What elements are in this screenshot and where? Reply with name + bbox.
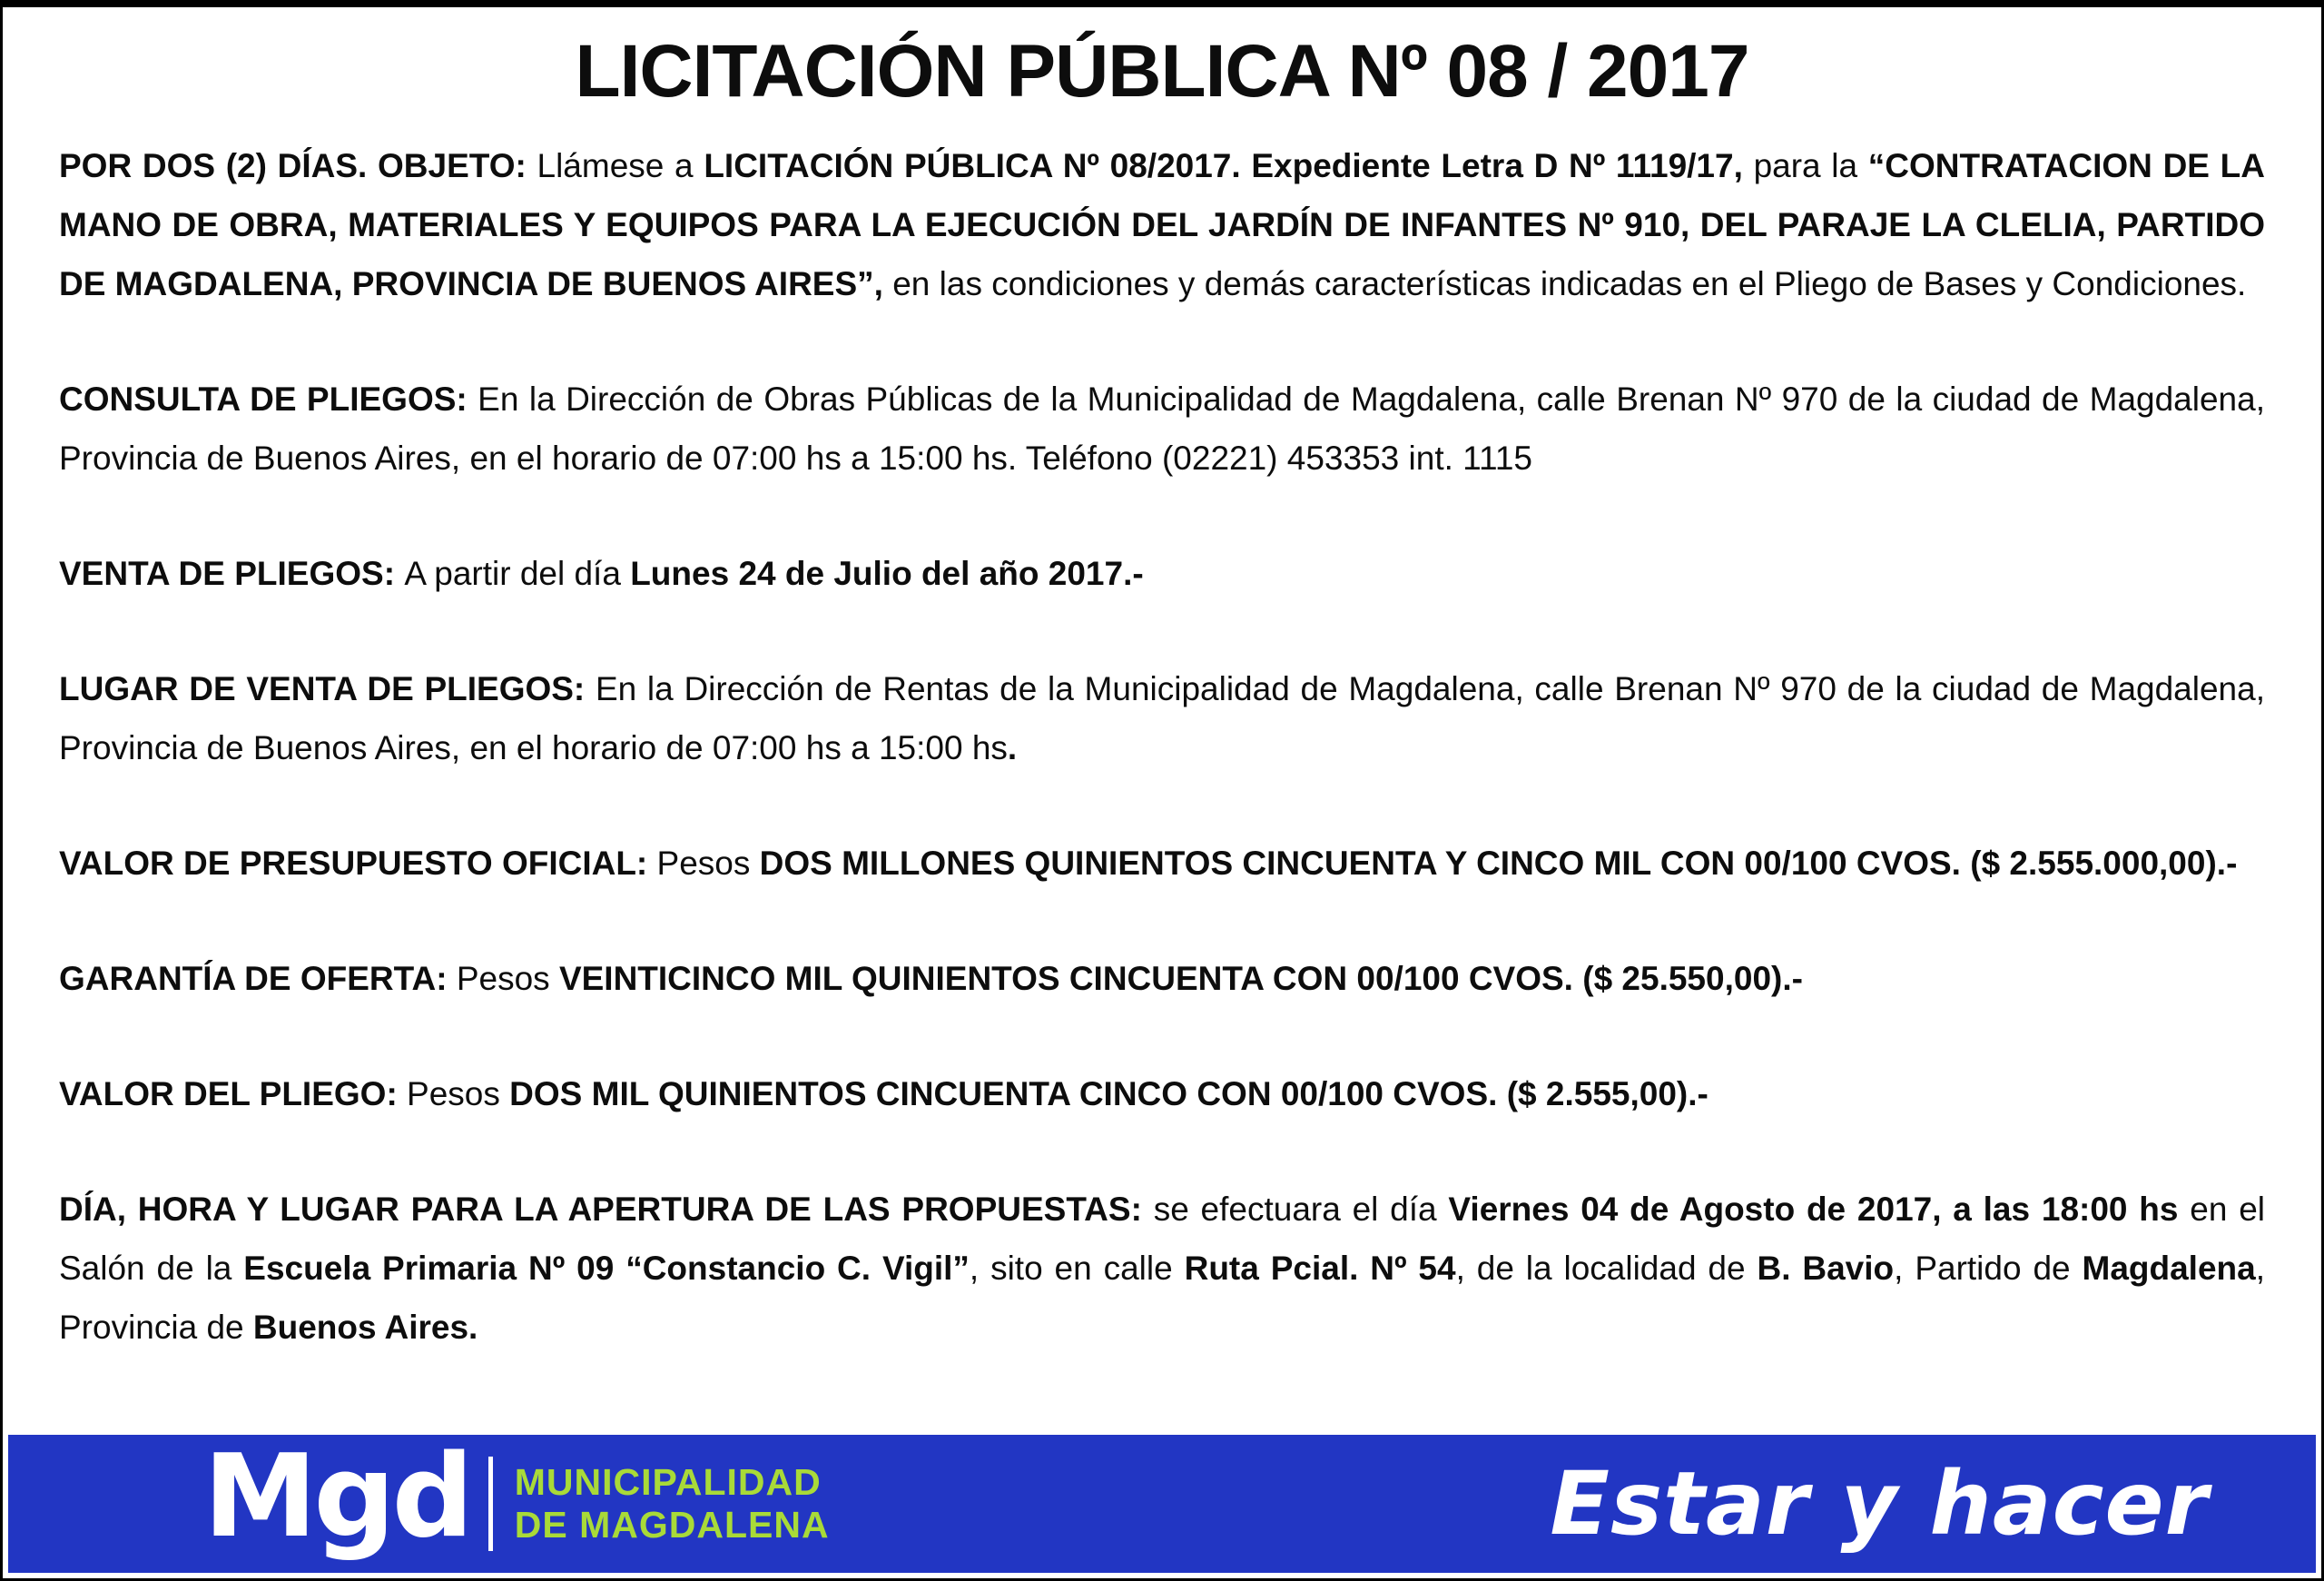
municipality-logo (203, 1429, 830, 1563)
bold-text-run: LICITACIÓN PÚBLICA Nº 08/2017. Expediente Letra D Nº 1119/17, (704, 147, 1743, 185)
notice-paragraph (59, 834, 2265, 893)
bold-text-run: VENTA DE PLIEGOS: (59, 555, 405, 593)
notice-paragraph (59, 370, 2265, 488)
municipality-name-line2: DE MAGDALENA (514, 1504, 830, 1546)
text-run: En la Dirección de Obras Públicas de la Municipalidad de Magdalena, calle Brenan Nº 970 de la ciudad de Magdalena, Provincia de Buenos Aires, en el horario de 07:00 hs a 15:00 hs. Teléfono (02221) 453353 int. 1115 (59, 380, 2265, 478)
notice-paragraph (59, 1064, 2265, 1123)
notice-body (3, 136, 2321, 1413)
bold-text-run: Lunes 24 de Julio del año 2017.- (630, 555, 1144, 593)
text-run: en el Salón de la (59, 1191, 2265, 1288)
bold-text-run: GARANTÍA DE OFERTA: (59, 960, 457, 998)
bold-text-run: B. Bavio (1757, 1250, 1895, 1288)
text-run: , sito en calle (969, 1250, 1185, 1288)
text-run: para la (1742, 147, 1868, 185)
bold-text-run: Escuela Primaria Nº 09 “Constancio C. Vigil” (243, 1250, 970, 1288)
bold-text-run: DOS MIL QUINIENTOS CINCUENTA CINCO CON 00/100 CVOS. ($ 2.555,00).- (509, 1075, 1709, 1113)
bold-text-run: Magdalena (2082, 1250, 2256, 1288)
text-run: , de la localidad de (1455, 1250, 1758, 1288)
bold-text-run: Buenos Aires. (252, 1309, 478, 1347)
bold-text-run: . (1007, 729, 1018, 767)
notice-paragraph (59, 136, 2265, 313)
slogan: Estar y hacer (1550, 1453, 2209, 1555)
bold-text-run: POR DOS (2) DÍAS. OBJETO: (59, 147, 537, 185)
text-run: Pesos (656, 845, 760, 883)
municipality-name (515, 1461, 830, 1546)
bold-text-run: VALOR DEL PLIEGO: (59, 1075, 408, 1113)
bold-text-run: DOS MILLONES QUINIENTOS CINCUENTA Y CINCO MIL CON 00/100 CVOS. ($ 2.555.000,00).- (759, 845, 2238, 883)
notice-paragraph (59, 544, 2265, 603)
bold-text-run: Viernes 04 de Agosto de 2017, a las 18:00 hs (1448, 1191, 2179, 1229)
bold-text-run: DÍA, HORA Y LUGAR PARA LA APERTURA DE LAS PROPUESTAS: (59, 1191, 1154, 1229)
text-run: , Partido de (1894, 1250, 2083, 1288)
footer-bar (8, 1429, 2316, 1573)
text-run: A partir del día (404, 555, 631, 593)
text-run: en las condiciones y demás características indicadas en el Pliego de Bases y Condiciones. (882, 265, 2247, 303)
text-run: Pesos (456, 960, 559, 998)
text-run: Llámese a (537, 147, 704, 185)
bold-text-run: LUGAR DE VENTA DE PLIEGOS: (59, 670, 596, 708)
bold-text-run: VALOR DE PRESUPUESTO OFICIAL: (59, 845, 657, 883)
text-run: En la Dirección de Rentas de la Municipalidad de Magdalena, calle Brenan Nº 970 de la ciudad de Magdalena, Provincia de Buenos Aires, en el horario de 07:00 hs a 15:00 hs (59, 670, 2265, 767)
notice-paragraph (59, 659, 2265, 777)
text-run: se efectuara el día (1153, 1191, 1449, 1229)
bold-text-run: VEINTICINCO MIL QUINIENTOS CINCUENTA CON 00/100 CVOS. ($ 25.550,00).- (558, 960, 1803, 998)
logo-divider (488, 1457, 493, 1551)
bold-text-run: Ruta Pcial. Nº 54 (1184, 1250, 1456, 1288)
text-run: , Provincia de (59, 1250, 2265, 1347)
bold-text-run: CONSULTA DE PLIEGOS: (59, 380, 478, 419)
page-title: LICITACIÓN PÚBLICA Nº 08 / 2017 (575, 30, 1749, 113)
bold-text-run: “CONTRATACION DE LA MANO DE OBRA, MATERIALES Y EQUIPOS PARA LA EJECUCIÓN DEL JARDÍN DE INFANTES Nº 910, DEL PARAJE LA CLELIA, PARTIDO DE MAGDALENA, PROVINCIA DE BUENOS AIRES”, (59, 147, 2265, 303)
notice-paragraph (59, 949, 2265, 1008)
text-run: Pesos (407, 1075, 510, 1113)
municipality-name-line1: MUNICIPALIDAD (514, 1461, 822, 1503)
mgd-logo: Mgd (203, 1429, 470, 1563)
notice-paragraph (59, 1180, 2265, 1357)
